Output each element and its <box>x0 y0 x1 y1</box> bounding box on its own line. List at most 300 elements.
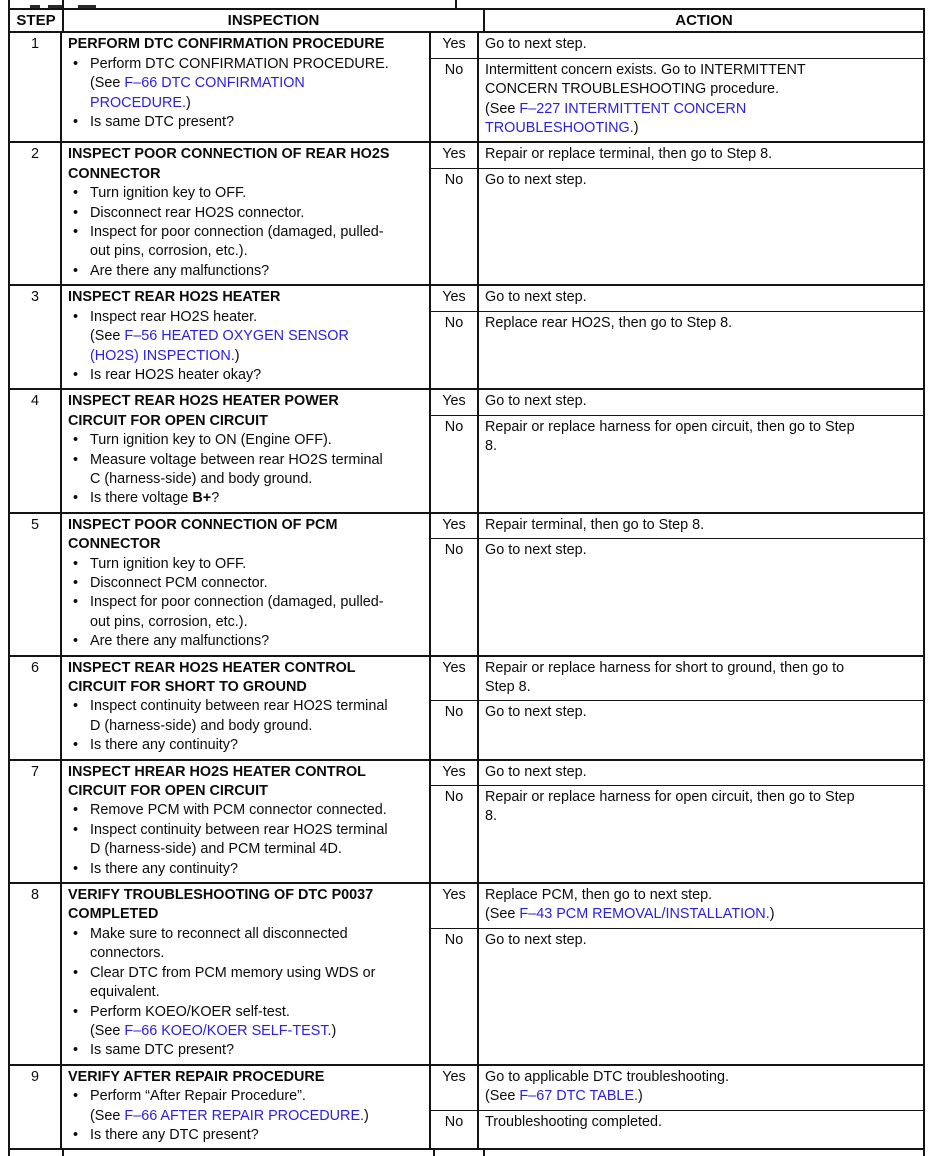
action-cell <box>479 169 923 284</box>
bullet-text-line <box>90 451 425 470</box>
bullet-text-line <box>90 821 425 840</box>
bullet-icon: • <box>73 964 79 981</box>
action-line <box>485 931 919 950</box>
bullet-text-line <box>90 327 425 346</box>
yes-sub-row <box>431 1066 923 1111</box>
text-segment: Is same DTC present? <box>90 1042 234 1059</box>
text-segment: Turn ignition key to ON (Engine OFF). <box>90 432 332 449</box>
bullet-icon: • <box>73 925 79 942</box>
action-cell <box>479 416 923 512</box>
yes-no-action-group <box>431 143 923 284</box>
action-cell <box>479 786 923 882</box>
bullet-text <box>90 55 425 113</box>
bullet-item <box>68 860 425 879</box>
bullet-icon: • <box>73 451 79 468</box>
bullet-text <box>90 925 425 964</box>
bullet-icon: • <box>73 224 79 241</box>
action-line <box>485 1087 919 1106</box>
bullet-item <box>68 964 425 1003</box>
inspection-bullet-list <box>68 697 425 755</box>
bullet-item <box>68 555 425 574</box>
bullet-item <box>68 697 425 736</box>
procedure-reference-link[interactable]: (HO2S) INSPECTION. <box>90 347 235 364</box>
text-segment: ) <box>638 1088 643 1105</box>
table-border-stub <box>8 1150 10 1156</box>
action-line <box>485 905 919 924</box>
bullet-text-line <box>90 74 425 93</box>
text-segment: (See <box>485 1088 520 1105</box>
bullet-text-line <box>90 489 425 508</box>
inspection-cell <box>62 143 431 284</box>
bullet-text <box>90 204 425 223</box>
bullet-item <box>68 1003 425 1042</box>
bullet-item <box>68 262 425 281</box>
table-row <box>10 655 923 759</box>
inspection-cell <box>62 884 431 1064</box>
procedure-reference-link[interactable]: PROCEDURE. <box>90 94 186 111</box>
bullet-icon: • <box>73 594 79 611</box>
action-line <box>485 1113 919 1132</box>
no-sub-row <box>431 1111 923 1149</box>
inspection-cell <box>62 390 431 511</box>
bullet-text-line <box>90 860 425 879</box>
inspection-title-line <box>68 905 425 924</box>
bullet-text-line <box>90 184 425 203</box>
bullet-text <box>90 451 425 490</box>
text-segment: INSPECT POOR CONNECTION OF PCM <box>68 516 338 533</box>
no-label-cell: No <box>431 539 479 654</box>
inspection-cell <box>62 286 431 388</box>
bullet-text-line <box>90 613 425 632</box>
inspection-cell <box>62 761 431 882</box>
bullet-text <box>90 821 425 860</box>
procedure-reference-link[interactable]: F–67 DTC TABLE. <box>519 1088 639 1105</box>
text-segment: (See <box>90 75 125 92</box>
text-segment: VERIFY TROUBLESHOOTING OF DTC P0037 <box>68 887 374 904</box>
bullet-text-line <box>90 736 425 755</box>
bullet-icon: • <box>73 633 79 650</box>
bullet-item <box>68 632 425 651</box>
bullet-icon: • <box>73 860 79 877</box>
procedure-reference-link[interactable]: F–66 KOEO/KOER SELF-TEST. <box>124 1022 332 1039</box>
text-segment: Go to next step. <box>485 763 587 780</box>
text-segment: Replace PCM, then go to next step. <box>485 887 713 904</box>
bullet-icon: • <box>73 366 79 383</box>
step-number-cell: 4 <box>10 390 62 511</box>
inspection-title <box>68 35 425 54</box>
yes-label-cell: Yes <box>431 33 479 57</box>
text-segment: PERFORM DTC CONFIRMATION PROCEDURE <box>68 36 385 53</box>
bullet-text-line <box>90 1087 425 1106</box>
inspection-title-line <box>68 763 425 782</box>
text-segment: CONNECTOR <box>68 165 161 182</box>
no-label-cell: No <box>431 416 479 512</box>
text-segment: Is same DTC present? <box>90 114 234 131</box>
no-sub-row <box>431 701 923 758</box>
text-segment: Inspect for poor connection (damaged, pulled- <box>90 224 384 241</box>
bullet-text-line <box>90 964 425 983</box>
text-segment: 8. <box>485 808 498 825</box>
yes-no-action-group <box>431 1066 923 1149</box>
text-segment: (See <box>485 100 520 117</box>
bullet-icon: • <box>73 490 79 507</box>
table-border-stub <box>455 0 457 8</box>
inspection-title <box>68 1068 425 1087</box>
bullet-text <box>90 1041 425 1060</box>
bullet-text-line <box>90 555 425 574</box>
bullet-text-line <box>90 717 425 736</box>
text-segment: D (harness-side) and body ground. <box>90 717 313 734</box>
bullet-text-line <box>90 697 425 716</box>
text-segment: D (harness-side) and PCM terminal 4D. <box>90 841 342 858</box>
bullet-text-line <box>90 944 425 963</box>
step-number-cell: 3 <box>10 286 62 388</box>
table-row <box>10 388 923 511</box>
bullet-text-line <box>90 308 425 327</box>
table-border-stub <box>62 1150 64 1156</box>
bullet-text <box>90 801 425 820</box>
action-line <box>485 541 919 560</box>
step-number-cell: 2 <box>10 143 62 284</box>
no-label-cell: No <box>431 169 479 284</box>
text-segment: out pins, corrosion, etc.). <box>90 613 248 630</box>
table-header-row <box>10 10 923 33</box>
action-line <box>485 516 919 535</box>
no-sub-row <box>431 929 923 1064</box>
inspection-bullet-list <box>68 555 425 652</box>
action-cell <box>479 884 923 928</box>
step-number-cell: 8 <box>10 884 62 1064</box>
text-segment: Intermittent concern exists. Go to INTERMITTENT <box>485 61 806 78</box>
bullet-item <box>68 366 425 385</box>
text-segment: VERIFY AFTER REPAIR PROCEDURE <box>68 1068 325 1085</box>
bullet-icon: • <box>73 114 79 131</box>
bullet-text-line <box>90 204 425 223</box>
bullet-item <box>68 113 425 132</box>
bullet-text <box>90 223 425 262</box>
bullet-text <box>90 489 425 508</box>
bullet-text-line <box>90 431 425 450</box>
bullet-item <box>68 55 425 113</box>
inspection-bullet-list <box>68 184 425 281</box>
inspection-title-line <box>68 145 425 164</box>
bullet-text <box>90 262 425 281</box>
yes-sub-row <box>431 390 923 415</box>
inspection-title-line <box>68 35 425 54</box>
text-segment: ) <box>633 120 639 137</box>
bullet-text <box>90 555 425 574</box>
action-line <box>485 80 919 99</box>
bold-text: B+ <box>192 490 212 507</box>
step-number-cell: 1 <box>10 33 62 141</box>
yes-sub-row <box>431 143 923 168</box>
text-segment: Go to next step. <box>485 704 587 721</box>
inspection-title <box>68 516 425 555</box>
inspection-title-line <box>68 165 425 184</box>
procedure-reference-link[interactable]: F–66 AFTER REPAIR PROCEDURE. <box>124 1107 365 1124</box>
bullet-item <box>68 593 425 632</box>
bullet-item <box>68 204 425 223</box>
text-segment: Turn ignition key to OFF. <box>90 555 247 572</box>
inspection-title-line <box>68 288 425 307</box>
bullet-item <box>68 801 425 820</box>
text-segment: Turn ignition key to OFF. <box>90 185 247 202</box>
text-segment: Inspect continuity between rear HO2S terminal <box>90 698 388 715</box>
text-segment: ) <box>331 1022 337 1039</box>
action-cell <box>479 1111 923 1149</box>
text-segment: Perform “After Repair Procedure”. <box>90 1088 306 1105</box>
bullet-text-line <box>90 1126 425 1145</box>
bullet-icon: • <box>73 1042 79 1059</box>
text-segment: Clear DTC from PCM memory using WDS or <box>90 964 376 981</box>
inspection-title <box>68 392 425 431</box>
bullet-icon: • <box>73 204 79 221</box>
yes-no-action-group <box>431 657 923 759</box>
bullet-item <box>68 431 425 450</box>
table-row <box>10 1064 923 1149</box>
inspection-title-line <box>68 516 425 535</box>
yes-no-action-group <box>431 761 923 882</box>
step-column-header: STEP <box>10 10 64 31</box>
text-segment: equivalent. <box>90 984 160 1001</box>
yes-label-cell: Yes <box>431 761 479 785</box>
inspection-bullet-list <box>68 55 425 133</box>
text-segment: Replace rear HO2S, then go to Step 8. <box>485 314 733 331</box>
text-segment: Go to next step. <box>485 931 587 948</box>
no-sub-row <box>431 59 923 142</box>
text-segment: ) <box>364 1107 369 1124</box>
text-segment: C (harness-side) and body ground. <box>90 470 313 487</box>
yes-sub-row <box>431 761 923 786</box>
table-row <box>10 33 923 141</box>
bullet-item <box>68 489 425 508</box>
text-segment: Is there any continuity? <box>90 737 238 754</box>
bullet-icon: • <box>73 821 79 838</box>
bullet-text <box>90 697 425 736</box>
action-line <box>485 886 919 905</box>
bullet-item <box>68 1041 425 1060</box>
bullet-item <box>68 925 425 964</box>
cropped-text-artifact <box>48 5 62 8</box>
bullet-text-line <box>90 632 425 651</box>
yes-no-action-group <box>431 884 923 1064</box>
text-segment: CONCERN TROUBLESHOOTING procedure. <box>485 81 780 98</box>
bullet-text-line <box>90 1107 425 1126</box>
text-segment: Inspect rear HO2S heater. <box>90 308 258 325</box>
text-segment: (See <box>90 1022 125 1039</box>
inspection-title <box>68 886 425 925</box>
text-segment: ? <box>211 490 220 507</box>
yes-sub-row <box>431 33 923 58</box>
bullet-item <box>68 574 425 593</box>
no-label-cell: No <box>431 786 479 882</box>
procedure-reference-link[interactable]: F–43 PCM REMOVAL/INSTALLATION. <box>519 906 770 923</box>
yes-sub-row <box>431 657 923 702</box>
text-segment: ) <box>234 347 240 364</box>
no-sub-row <box>431 169 923 284</box>
yes-sub-row <box>431 514 923 539</box>
text-segment: Is there any continuity? <box>90 860 238 877</box>
table-row <box>10 284 923 388</box>
table-border-stub <box>483 1150 485 1156</box>
procedure-reference-link[interactable]: F–66 DTC CONFIRMATION <box>124 75 305 92</box>
inspection-column-header: INSPECTION <box>64 10 485 31</box>
text-segment: Repair or replace terminal, then go to Step 8. <box>485 146 773 163</box>
bullet-text <box>90 431 425 450</box>
action-line <box>485 807 919 826</box>
inspection-title-line <box>68 535 425 554</box>
step-number-cell: 6 <box>10 657 62 759</box>
bullet-text-line <box>90 55 425 74</box>
bullet-text-line <box>90 593 425 612</box>
procedure-reference-link[interactable]: TROUBLESHOOTING. <box>485 120 634 137</box>
action-cell <box>479 514 923 538</box>
bullet-item <box>68 736 425 755</box>
inspection-title-line <box>68 1068 425 1087</box>
action-line <box>485 145 919 164</box>
text-segment: (See <box>90 1107 125 1124</box>
action-line <box>485 392 919 411</box>
bullet-item <box>68 308 425 366</box>
action-line <box>485 119 919 138</box>
bullet-icon: • <box>73 737 79 754</box>
action-line <box>485 763 919 782</box>
text-segment: out pins, corrosion, etc.). <box>90 243 248 260</box>
action-cell <box>479 312 923 389</box>
action-line <box>485 35 919 54</box>
action-cell <box>479 701 923 758</box>
bullet-text <box>90 593 425 632</box>
bullet-icon: • <box>73 698 79 715</box>
bullet-text-line <box>90 1041 425 1060</box>
no-sub-row <box>431 786 923 882</box>
text-segment: CIRCUIT FOR SHORT TO GROUND <box>68 679 307 695</box>
text-segment: Make sure to reconnect all disconnected <box>90 925 348 942</box>
table-border-stub <box>923 1150 925 1156</box>
text-segment: Is there voltage <box>90 490 193 507</box>
text-segment: Are there any malfunctions? <box>90 633 270 650</box>
bullet-text-line <box>90 94 425 113</box>
bullet-text-line <box>90 242 425 261</box>
cropped-text-artifact <box>78 5 96 8</box>
bullet-text-line <box>90 840 425 859</box>
yes-label-cell: Yes <box>431 884 479 928</box>
bullet-item <box>68 1126 425 1145</box>
inspection-title-line <box>68 886 425 905</box>
text-segment: INSPECT REAR HO2S HEATER CONTROL <box>68 659 356 676</box>
text-segment: (See <box>90 328 125 345</box>
text-segment: (See <box>485 906 520 923</box>
inspection-cell <box>62 1066 431 1149</box>
bullet-text-line <box>90 366 425 385</box>
text-segment: 8. <box>485 438 498 455</box>
yes-label-cell: Yes <box>431 390 479 414</box>
bullet-text-line <box>90 1022 425 1041</box>
action-line <box>485 1068 919 1087</box>
bullet-item <box>68 821 425 860</box>
table-row <box>10 141 923 284</box>
text-segment: ) <box>769 906 775 923</box>
bullet-item <box>68 1087 425 1126</box>
cropped-text-artifact <box>30 5 40 8</box>
inspection-bullet-list <box>68 925 425 1061</box>
action-cell <box>479 390 923 414</box>
text-segment: Perform DTC CONFIRMATION PROCEDURE. <box>90 55 389 72</box>
inspection-title <box>68 763 425 802</box>
bullet-icon: • <box>73 55 79 72</box>
action-cell <box>479 143 923 167</box>
bullet-text-line <box>90 113 425 132</box>
bullet-text-line <box>90 574 425 593</box>
procedure-reference-link[interactable]: F–227 INTERMITTENT CONCERN <box>519 100 747 117</box>
table-row <box>10 882 923 1064</box>
no-label-cell: No <box>431 1111 479 1149</box>
text-segment: Go to next step. <box>485 289 587 306</box>
action-line <box>485 100 919 119</box>
text-segment: Repair terminal, then go to Step 8. <box>485 516 705 533</box>
bullet-text-line <box>90 223 425 242</box>
text-segment: Inspect for poor connection (damaged, pulled- <box>90 594 384 611</box>
text-segment: Go to next step. <box>485 171 587 188</box>
yes-label-cell: Yes <box>431 143 479 167</box>
text-segment: ) <box>185 94 191 111</box>
text-segment: Go to next step. <box>485 36 587 53</box>
text-segment: Repair or replace harness for open circuit, then go to Step <box>485 789 855 806</box>
inspection-bullet-list <box>68 801 425 879</box>
procedure-reference-link[interactable]: F–56 HEATED OXYGEN SENSOR <box>124 328 349 345</box>
action-cell <box>479 1066 923 1110</box>
bullet-item <box>68 451 425 490</box>
action-line <box>485 788 919 807</box>
bullet-text <box>90 1087 425 1126</box>
bullet-icon: • <box>73 1126 79 1143</box>
yes-no-action-group <box>431 514 923 655</box>
text-segment: Disconnect rear HO2S connector. <box>90 204 305 221</box>
text-segment: CIRCUIT FOR OPEN CIRCUIT <box>68 783 268 800</box>
bullet-text-line <box>90 801 425 820</box>
text-segment: INSPECT HREAR HO2S HEATER CONTROL <box>68 763 366 780</box>
inspection-title-line <box>68 412 425 431</box>
bullet-text-line <box>90 925 425 944</box>
text-segment: Perform KOEO/KOER self-test. <box>90 1003 290 1020</box>
action-cell <box>479 539 923 654</box>
inspection-title <box>68 659 425 698</box>
table-border-stub <box>62 0 64 8</box>
text-segment: Are there any malfunctions? <box>90 262 270 279</box>
action-cell <box>479 59 923 142</box>
inspection-title <box>68 288 425 307</box>
bullet-text-line <box>90 347 425 366</box>
action-line <box>485 437 919 456</box>
yes-no-action-group <box>431 286 923 388</box>
bullet-text-line <box>90 983 425 1002</box>
text-segment: Measure voltage between rear HO2S terminal <box>90 451 383 468</box>
inspection-title-line <box>68 678 425 697</box>
inspection-bullet-list <box>68 308 425 386</box>
yes-no-action-group <box>431 33 923 141</box>
bullet-icon: • <box>73 432 79 449</box>
action-cell <box>479 929 923 1064</box>
action-line <box>485 678 919 697</box>
no-sub-row <box>431 539 923 654</box>
bullet-text-line <box>90 470 425 489</box>
bullet-icon: • <box>73 574 79 591</box>
yes-label-cell: Yes <box>431 1066 479 1110</box>
action-line <box>485 418 919 437</box>
bullet-icon: • <box>73 555 79 572</box>
text-segment: Disconnect PCM connector. <box>90 574 268 591</box>
yes-sub-row <box>431 286 923 311</box>
